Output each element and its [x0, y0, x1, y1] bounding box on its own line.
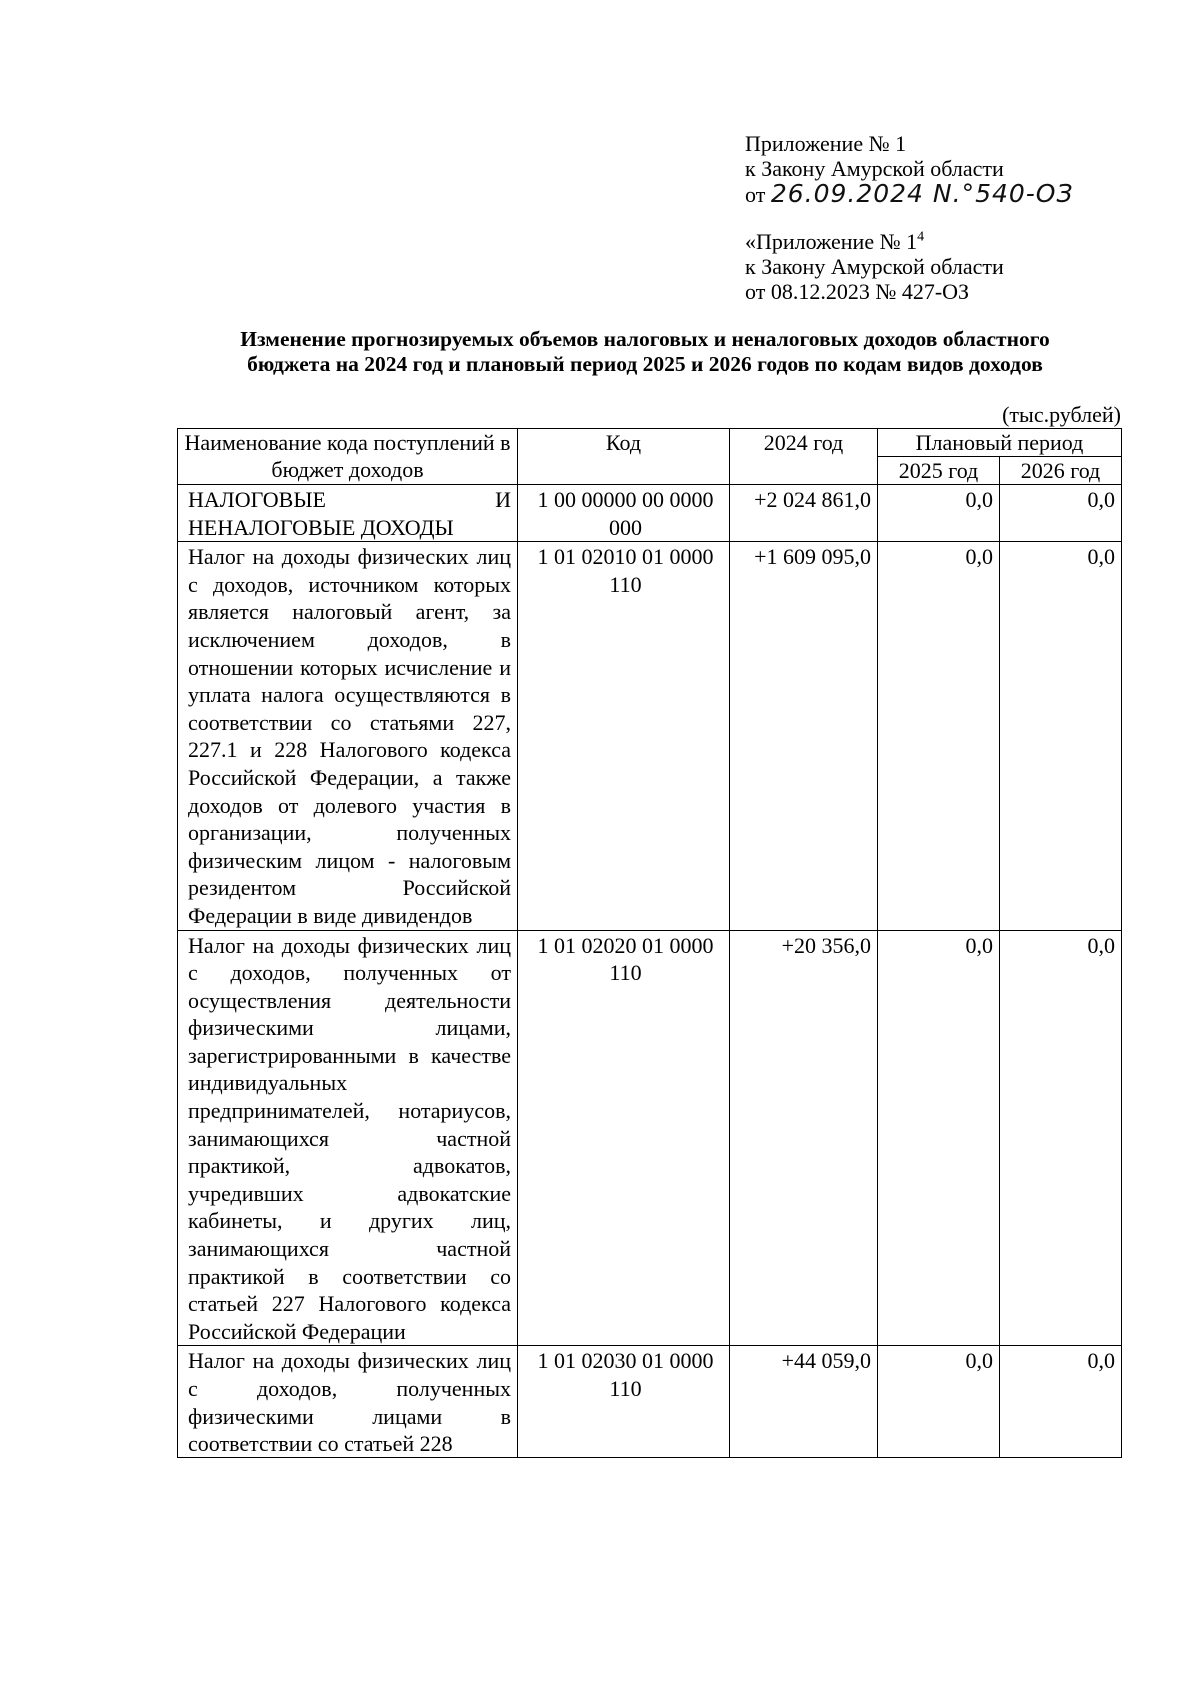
row-code: 1 01 02030 01 0000 110	[518, 1346, 730, 1458]
row-name-text: Налог на доходы физических лиц с доходов, полученных физическими лицами в соответствии со статьей 228	[188, 1348, 511, 1457]
row-2026: 0,0	[1000, 930, 1122, 1346]
appendix-date-prefix: от	[745, 182, 766, 207]
table-row	[178, 485, 1122, 542]
appendix-date-line	[745, 181, 1074, 207]
appendix-label: Приложение № 1	[745, 131, 907, 156]
row-code: 1 00 00000 00 0000 000	[518, 485, 730, 542]
document-title-line-1: Изменение прогнозируемых объемов налоговых и неналоговых доходов областного	[240, 327, 1050, 351]
appendix-law: к Закону Амурской области	[745, 156, 1004, 181]
units-label: (тыс.рублей)	[1002, 402, 1121, 427]
row-2025: 0,0	[878, 930, 1000, 1346]
document-title-line-2: бюджета на 2024 год и плановый период 2025 и 2026 годов по кодам видов доходов	[247, 352, 1043, 376]
row-code: 1 01 02010 01 0000 110	[518, 542, 730, 930]
row-2025: 0,0	[878, 542, 1000, 930]
row-name	[178, 1346, 518, 1458]
header-2025: 2025 год	[878, 457, 1000, 485]
row-2024: +44 059,0	[730, 1346, 878, 1458]
handwritten-date-number: 26.09.2024 N.°540-ОЗ	[770, 179, 1074, 208]
amended-appendix-reference	[745, 229, 1004, 304]
amended-appendix-superscript: 4	[917, 229, 925, 245]
table-row	[178, 1346, 1122, 1458]
row-2025: 0,0	[878, 485, 1000, 542]
table-row	[178, 930, 1122, 1346]
row-2024: +2 024 861,0	[730, 485, 878, 542]
row-2024: +1 609 095,0	[730, 542, 878, 930]
header-2026: 2026 год	[1000, 457, 1122, 485]
row-2026: 0,0	[1000, 485, 1122, 542]
header-planned-period: Плановый период	[878, 429, 1122, 457]
appendix-reference	[745, 131, 1074, 207]
row-2024: +20 356,0	[730, 930, 878, 1346]
header-2024: 2024 год	[730, 429, 878, 485]
amended-appendix-label-main: «Приложение № 1	[745, 229, 918, 254]
row-code: 1 01 02020 01 0000 110	[518, 930, 730, 1346]
amended-appendix-label	[745, 229, 1004, 254]
revenue-table	[177, 428, 1122, 1458]
row-2025: 0,0	[878, 1346, 1000, 1458]
amended-appendix-date: от 08.12.2023 № 427-ОЗ	[745, 279, 970, 304]
amended-appendix-law: к Закону Амурской области	[745, 254, 1004, 279]
row-2026: 0,0	[1000, 1346, 1122, 1458]
header-name: Наименование кода поступлений в бюджет доходов	[178, 429, 518, 485]
row-name: Налог на доходы физических лиц с доходов, источником которых является налоговый агент, за исключением доходов, в отношении которых исчисление и уплата налога осуществляются в соответствии со статьями 227, 227.1 и 228 Налогового кодекса Российской Федерации, а также доходов от долевого участия в организации, полученных физическим лицом - налоговым резидентом Российской Федерации в виде дивидендов	[178, 542, 518, 930]
row-name: НАЛОГОВЫЕ И НЕНАЛОГОВЫЕ ДОХОДЫ	[178, 485, 518, 542]
row-2026: 0,0	[1000, 542, 1122, 930]
row-name: Налог на доходы физических лиц с доходов, полученных от осуществления деятельности физическими лицами, зарегистрированными в качестве индивидуальных предпринимателей, нотариусов, занимающихся частной практикой, адвокатов, учредивших адвокатские кабинеты, и других лиц, занимающихся частной практикой в соответствии со статьей 227 Налогового кодекса Российской Федерации	[178, 930, 518, 1346]
header-code: Код	[518, 429, 730, 485]
table-row	[178, 542, 1122, 930]
document-title	[160, 327, 1130, 377]
table-header-row	[178, 429, 1122, 457]
